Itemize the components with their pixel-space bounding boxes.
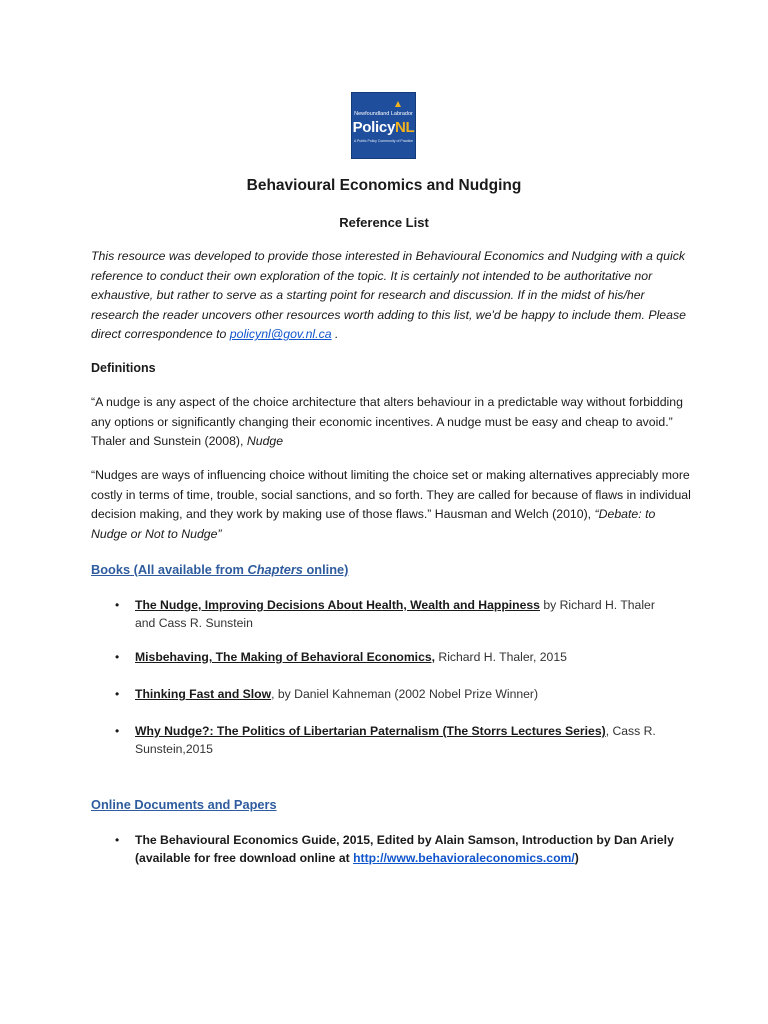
document-subtitle: Reference List [339,215,429,230]
book-title-link[interactable]: The Nudge, Improving Decisions About Health, Wealth and Happiness [135,598,540,612]
bullet-icon: • [115,687,120,701]
book-item: • Why Nudge?: The Politics of Libertarian Paternalism (The Storrs Lectures Series), Cass R. Sunstein,2015 [115,724,656,756]
book-item: • The Nudge, Improving Decisions About Health, Wealth and Happiness by Richard H. Thaler and Cass R. Sunstein [115,598,655,630]
book-title-link[interactable]: Thinking Fast and Slow [135,687,272,701]
behavioraleconomics-link[interactable]: http://www.behavioraleconomics.com/ [353,851,575,865]
bullet-icon: • [115,833,120,847]
email-link[interactable]: policynl@gov.nl.ca [229,327,332,342]
logo-main-text: PolicyNL [352,118,415,136]
flag-icon [395,101,401,107]
document-title: Behavioural Economics and Nudging [246,177,522,194]
bullet-icon: • [115,724,120,738]
book-item: • Thinking Fast and Slow, by Daniel Kahneman (2002 Nobel Prize Winner) [115,687,539,701]
policynl-logo [351,92,416,159]
definitions-heading: Definitions [91,361,156,375]
book-title-link[interactable]: Misbehaving, The Making of Behavioral Economics, [135,650,436,664]
books-heading[interactable]: Books (All available from Chapters online) [91,562,349,577]
bullet-icon: • [115,598,120,612]
bullet-icon: • [115,650,120,664]
online-document-item: • The Behavioural Economics Guide, 2015, Edited by Alain Samson, Introduction by Dan Ariely (available for free download online at http://www.behavioraleconomics.com/) [115,833,674,865]
book-item: • Misbehaving, The Making of Behavioral Economics, Richard H. Thaler, 2015 [115,650,567,664]
intro-paragraph: This resource was developed to provide those interested in Behavioural Economics and Nudging with a quick reference to conduct their own exploration of the topic. It is certainly not intended to be authoritative nor exhaustive, but rather to serve as a starting point for research and discussion. If in the midst of his/her research the reader uncovers other resources worth adding to this list, we'd be happy to include them. Please direct correspondence to policynl@gov.nl.ca . [91,249,686,342]
book-title-link[interactable]: Why Nudge?: The Politics of Libertarian Paternalism (The Storrs Lectures Series) [135,724,606,738]
logo-top-text: Newfoundland Labrador [354,110,413,117]
online-documents-heading[interactable]: Online Documents and Papers [91,797,277,812]
logo-sub-text: A Public Policy Community of Practice [353,138,414,143]
definition-quote-1: “A nudge is any aspect of the choice architecture that alters behaviour in a predictable way without forbidding any options or significantly changing their economic incentives. A nudge must be easy and cheap to avoid.” Thaler and Sunstein (2008), Nudge [91,395,683,449]
definition-quote-2: “Nudges are ways of influencing choice without limiting the choice set or making alternatives appreciably more costly in terms of time, trouble, social sanctions, and so forth. They are called for because of flaws in individual decision making, and they work by making use of those flaws.” Hausman and Welch (2010), “Debate: to Nudge or Not to Nudge” [91,468,691,541]
